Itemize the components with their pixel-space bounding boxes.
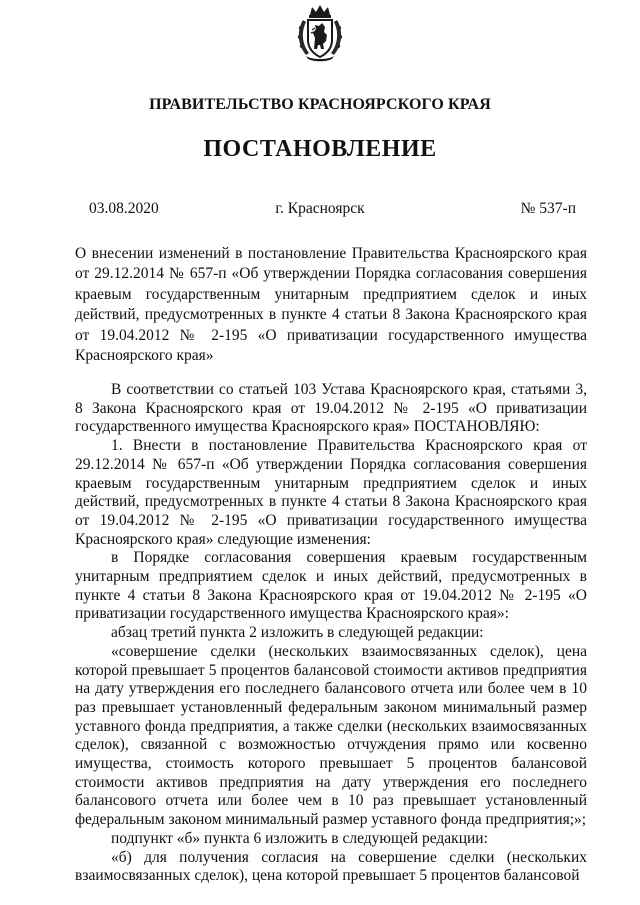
- document-body: [75, 381, 587, 886]
- document-type-title: ПОСТАНОВЛЕНИЕ: [203, 136, 437, 162]
- body-paragraph: в Порядке согласования совершения краевым государственным унитарным предприятием сделок и иных действий, предусмотренных в пункте 4 статьи 8 Закона Красноярского края от 19.04.2012 № 2-195 «О приватизации государственного имущества Красноярского края»:: [75, 549, 587, 623]
- body-paragraph: абзац третий пункта 2 изложить в следующей редакции:: [111, 624, 484, 642]
- document-number: № 537-п: [520, 200, 576, 217]
- body-paragraph: «б) для получения согласия на совершение сделки (нескольких взаимосвязанных сделок), цена которой превышает 5 процентов балансовой: [75, 848, 587, 885]
- document-subject: О внесении изменений в постановление Правительства Красноярского края от 29.12.2014 № 657-п «Об утверждении Порядка согласования совершения краевым государственным унитарным предприятием сделок и иных действий, предусмотренных в пункте 4 статьи 8 Закона Красноярского края от 19.04.2012 № 2-195 «О приватизации государственного имущества Красноярского края»: [75, 245, 587, 365]
- body-paragraph: подпункт «б» пункта 6 изложить в следующей редакции:: [111, 829, 488, 847]
- government-name: ПРАВИТЕЛЬСТВО КРАСНОЯРСКОГО КРАЯ: [149, 96, 491, 113]
- body-paragraph: 1. Внести в постановление Правительства Красноярского края от 29.12.2014 № 657-п «Об утверждении Порядка согласования совершения краевым государственным унитарным предприятием сделок и иных действий, предусмотренных в пункте 4 статьи 8 Закона Красноярского края от 19.04.2012 № 2-195 «О приватизации государственного имущества Красноярского края» следующие изменения:: [75, 437, 587, 548]
- coat-of-arms-icon: [294, 4, 346, 62]
- body-paragraph: В соответствии со статьей 103 Устава Красноярского края, статьями 3, 8 Закона Красноярского края от 19.04.2012 № 2-195 «О приватизации государственного имущества Красноярского края» ПОСТАНОВЛЯЮ:: [75, 381, 587, 436]
- document-date: 03.08.2020: [89, 200, 159, 217]
- body-paragraph: «совершение сделки (нескольких взаимосвязанных сделок), цена которой превышает 5 процентов балансовой стоимости активов предприятия на дату утверждения его последнего балансового отчета или более чем в 10 раз превышает установленный федеральным законом минимальный размер уставного фонда предприятия, а также сделки (нескольких взаимосвязанных сделок), связанной с возможностью отчуждения прямо или косвенно имущества, стоимость которого превышает 5 процентов балансовой стоимости активов предприятия на дату утверждения его последнего балансового отчета или более чем в 10 раз превышает установленный федеральным законом минимальный размер уставного фонда предприятия;»;: [75, 642, 587, 829]
- document-city: г. Красноярск: [275, 200, 365, 217]
